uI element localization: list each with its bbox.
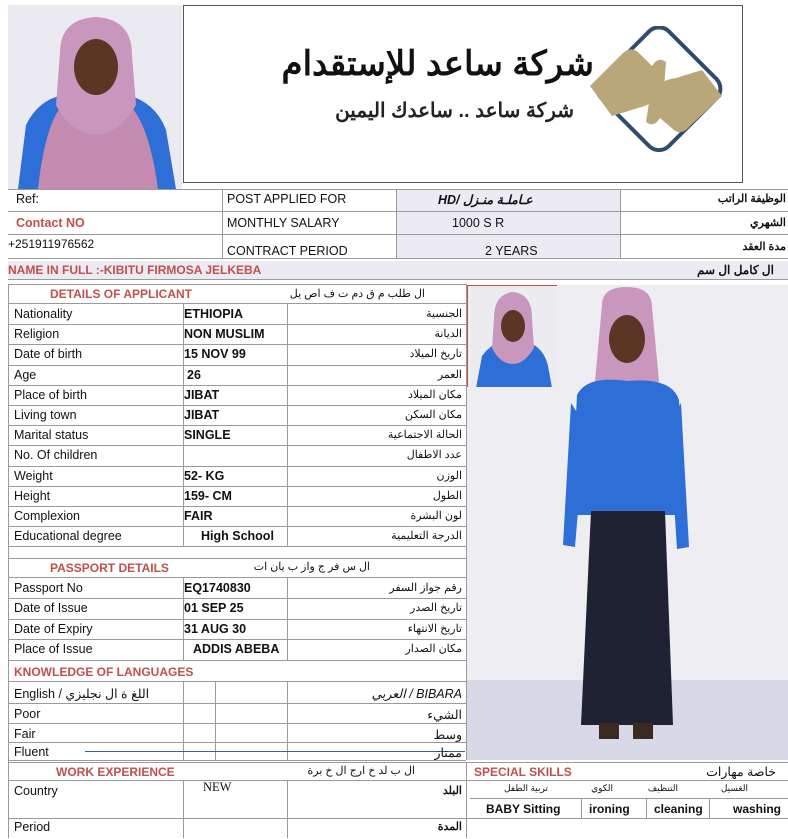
applicant-row-value: High School	[201, 529, 274, 544]
company-slogan-ar: شركة ساعد .. ساعدك اليمين	[335, 100, 574, 122]
applicant-row-value: JIBAT	[184, 387, 220, 402]
contract-period-value: 2 YEARS	[485, 244, 538, 258]
passport-row-label-ar: تاريخ الصدر	[410, 602, 462, 615]
passport-row-value: ADDIS ABEBA	[193, 642, 280, 657]
skill-baby-sitting: BABY Sitting	[486, 802, 561, 816]
applicant-row-value: 159- CM	[184, 488, 232, 503]
applicant-row-label-ar: تاريخ الميلاد	[409, 348, 462, 361]
applicant-row-label: Complexion	[14, 509, 81, 523]
full-name: NAME IN FULL :-KIBITU FIRMOSA JELKEBA	[8, 263, 262, 277]
applicant-row-value: FAIR	[184, 509, 213, 523]
applicant-row-label-ar: الحالة الاجتماعية	[387, 429, 462, 442]
applicant-row-label: Date of birth	[14, 347, 83, 362]
applicant-row-label-ar: الدرجة التعليمية	[391, 530, 462, 543]
company-name-ar: شركة ساعد للإستقدام	[281, 45, 594, 83]
applicant-row-value: JIBAT	[184, 408, 220, 422]
passport-row-label: Passport No	[14, 581, 83, 595]
skill-ar-1: الكوي	[591, 783, 613, 793]
country-label: Country	[14, 784, 58, 798]
languages-section-title: KNOWLEDGE OF LANGUAGES	[14, 665, 194, 679]
work-section-title-ar: ال ب لد خ ارج ال خ برة	[307, 765, 415, 777]
passport-row-label: Date of Expiry	[14, 621, 93, 636]
hands-logo-icon	[582, 26, 732, 166]
full-name-ar: ال كامل ال سم	[696, 263, 774, 277]
monthly-salary-label: MONTHLY SALARY	[227, 216, 340, 230]
applicant-row-label-ar: مكان الميلاد	[407, 388, 462, 401]
skills-section-title: SPECIAL SKILLS	[474, 765, 572, 779]
post-applied-label: POST APPLIED FOR	[227, 192, 347, 206]
passport-row-value: 31 AUG 30	[184, 621, 247, 636]
skill-cleaning: cleaning	[654, 802, 703, 816]
applicant-section-title-ar: ال طلب م ق دم ت ف اص يل	[289, 288, 425, 300]
applicant-full-body-photo	[467, 285, 788, 760]
english-label: English / اللغ ة ال نجليزي	[14, 687, 150, 701]
skill-ar-3: الغسيل	[720, 783, 748, 793]
applicant-row-label: Living town	[14, 408, 77, 422]
passport-row-label-ar: تاريخ الانتهاء	[407, 622, 462, 635]
applicant-row-value: 52- KG	[184, 468, 225, 483]
applicant-row-label-ar: الجنسية	[426, 308, 462, 320]
post-applied-ar: الوظيفة الراتب	[717, 193, 786, 205]
applicant-row-label-ar: عدد الاطفال	[406, 449, 462, 462]
applicant-row-label: Place of birth	[14, 387, 87, 402]
country-ar: البلد	[442, 785, 462, 797]
monthly-salary-ar: الشهري	[750, 217, 786, 229]
applicant-row-label-ar: الوزن	[436, 469, 462, 482]
phone-number: +251911976562	[8, 237, 95, 251]
applicant-row-value: 15 NOV 99	[184, 347, 246, 362]
contract-period-label: CONTRACT PERIOD	[227, 244, 348, 258]
contract-period-ar: مدة العقد	[742, 241, 786, 253]
period-ar: المدة	[437, 821, 462, 833]
applicant-row-label: Height	[14, 488, 51, 503]
passport-section-title: PASSPORT DETAILS	[50, 561, 169, 575]
applicant-portrait-photo	[8, 5, 182, 189]
passport-row-label-ar: رقم جواز السفر	[389, 582, 462, 594]
applicant-row-label-ar: مكان السكن	[404, 409, 462, 421]
applicant-row-label: Marital status	[14, 428, 89, 443]
monthly-salary-value: 1000 S R	[452, 216, 505, 230]
poor-label: Poor	[14, 707, 41, 721]
applicant-row-label-ar: لون البشرة	[410, 510, 462, 522]
applicant-row-label-ar: الطول	[432, 489, 462, 502]
passport-section-title-ar: ال س فر ج واز ب يان ات	[253, 561, 370, 573]
fair-label: Fair	[14, 727, 36, 741]
arabic-label: BIBARA / العربي	[371, 687, 462, 701]
applicant-row-value: SINGLE	[184, 428, 231, 443]
applicant-section-title: DETAILS OF APPLICANT	[50, 287, 192, 301]
skill-ar-0: تربية الطفل	[503, 783, 548, 793]
applicant-row-value: ETHIOPIA	[184, 307, 244, 321]
contact-label: Contact NO	[16, 216, 85, 230]
passport-row-value: 01 SEP 25	[184, 601, 244, 616]
company-logo-banner	[183, 5, 743, 183]
applicant-row-label: Religion	[14, 327, 60, 342]
passport-row-value: EQ1740830	[184, 581, 251, 595]
skill-ironing: ironing	[589, 802, 630, 816]
fluent-ar: ممتاز	[434, 746, 462, 760]
skill-ar-2: التنظيف	[647, 783, 678, 793]
applicant-row-label: No. Of children	[14, 448, 98, 463]
skill-washing: washing	[733, 802, 782, 816]
work-section-title: WORK EXPERIENCE	[56, 765, 175, 779]
country-value: NEW	[203, 780, 232, 794]
applicant-row-value: 26	[187, 367, 201, 382]
ref-label: Ref:	[16, 192, 39, 206]
passport-row-label: Place of Issue	[14, 642, 93, 657]
poor-ar: الشيء	[427, 708, 462, 722]
fair-ar: وسط	[433, 728, 462, 742]
period-label: Period	[14, 820, 51, 834]
skills-section-title-ar: خاصة مهارات	[706, 765, 776, 779]
fluent-label: Fluent	[14, 745, 49, 759]
applicant-row-label: Educational degree	[14, 529, 122, 544]
applicant-row-value: NON MUSLIM	[184, 327, 265, 342]
applicant-row-label-ar: العمر	[437, 368, 462, 381]
passport-row-label: Date of Issue	[14, 601, 88, 616]
post-applied-value: HD/ عـاملـة منـزل	[438, 193, 533, 207]
passport-row-label-ar: مكان الصدار	[405, 643, 462, 656]
applicant-row-label: Weight	[14, 468, 53, 483]
applicant-row-label-ar: الديانة	[434, 328, 462, 341]
applicant-row-label: Nationality	[14, 307, 73, 321]
applicant-row-label: Age	[14, 367, 37, 382]
